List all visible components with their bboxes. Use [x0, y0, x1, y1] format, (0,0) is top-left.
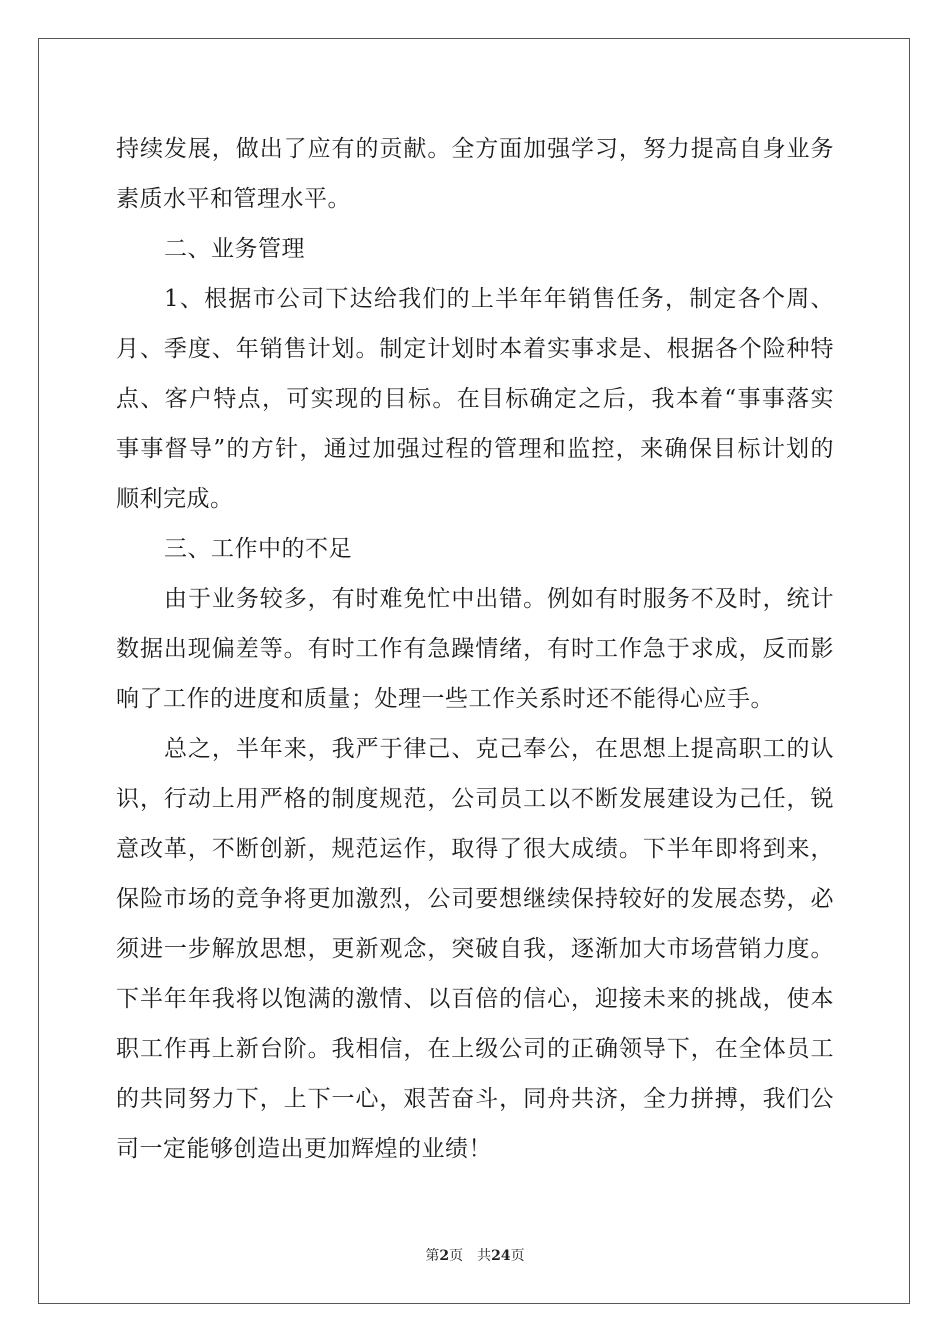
- total-pages: 24: [491, 1248, 511, 1264]
- page-suffix: 页: [449, 1248, 464, 1264]
- text-line: 总之，半年来，我严于律己、克己奉公，在思想上提高职工的认: [164, 736, 834, 762]
- text-line: 点、客户特点，可实现的目标。在目标确定之后，我本着“事事落实: [116, 386, 834, 412]
- text-line: 事事督导”的方针，通过加强过程的管理和监控，来确保目标计划的: [116, 436, 834, 462]
- text-line: 须进一步解放思想，更新观念，突破自我，逐渐加大市场营销力度。: [116, 936, 834, 962]
- text-line: 下半年年我将以饱满的激情、以百倍的信心，迎接未来的挑战，使本: [116, 986, 834, 1012]
- text-line: 意改革，不断创新，规范运作，取得了很大成绩。下半年即将到来，: [116, 836, 834, 862]
- page-footer: [0, 1246, 950, 1266]
- page-number: 2: [439, 1248, 450, 1264]
- total-suffix: 页: [510, 1248, 525, 1264]
- text-line: 素质水平和管理水平。: [116, 186, 351, 212]
- text-line: 的共同努力下，上下一心，艰苦奋斗，同舟共济，全力拼搏，我们公: [116, 1086, 834, 1112]
- text-line: 顺利完成。: [116, 486, 234, 512]
- text-line: 由于业务较多，有时难免忙中出错。例如有时服务不及时，统计: [164, 586, 834, 612]
- text-line: 响了工作的进度和质量；处理一些工作关系时还不能得心应手。: [116, 686, 774, 712]
- text-line: 月、季度、年销售计划。制定计划时本着实事求是、根据各个险种特: [116, 336, 834, 362]
- text-line: 司一定能够创造出更加辉煌的业绩！: [116, 1136, 492, 1162]
- text-line: 保险市场的竞争将更加激烈，公司要想继续保持较好的发展态势，必: [116, 886, 834, 912]
- text-line: 数据出现偏差等。有时工作有急躁情绪，有时工作急于求成，反而影: [116, 636, 834, 662]
- text-line: 三、工作中的不足: [164, 536, 352, 562]
- document-body: [116, 124, 834, 1174]
- text-line: 职工作再上新台阶。我相信，在上级公司的正确领导下，在全体员工: [116, 1036, 834, 1062]
- text-line: 二、业务管理: [164, 236, 305, 262]
- text-line: 持续发展，做出了应有的贡献。全方面加强学习，努力提高自身业务: [116, 136, 834, 162]
- page-prefix: 第: [425, 1248, 440, 1264]
- text-line: 1、根据市公司下达给我们的上半年年销售任务，制定各个周、: [164, 286, 834, 312]
- total-prefix: 共: [477, 1248, 492, 1264]
- text-line: 识，行动上用严格的制度规范，公司员工以不断发展建设为己任，锐: [116, 786, 834, 812]
